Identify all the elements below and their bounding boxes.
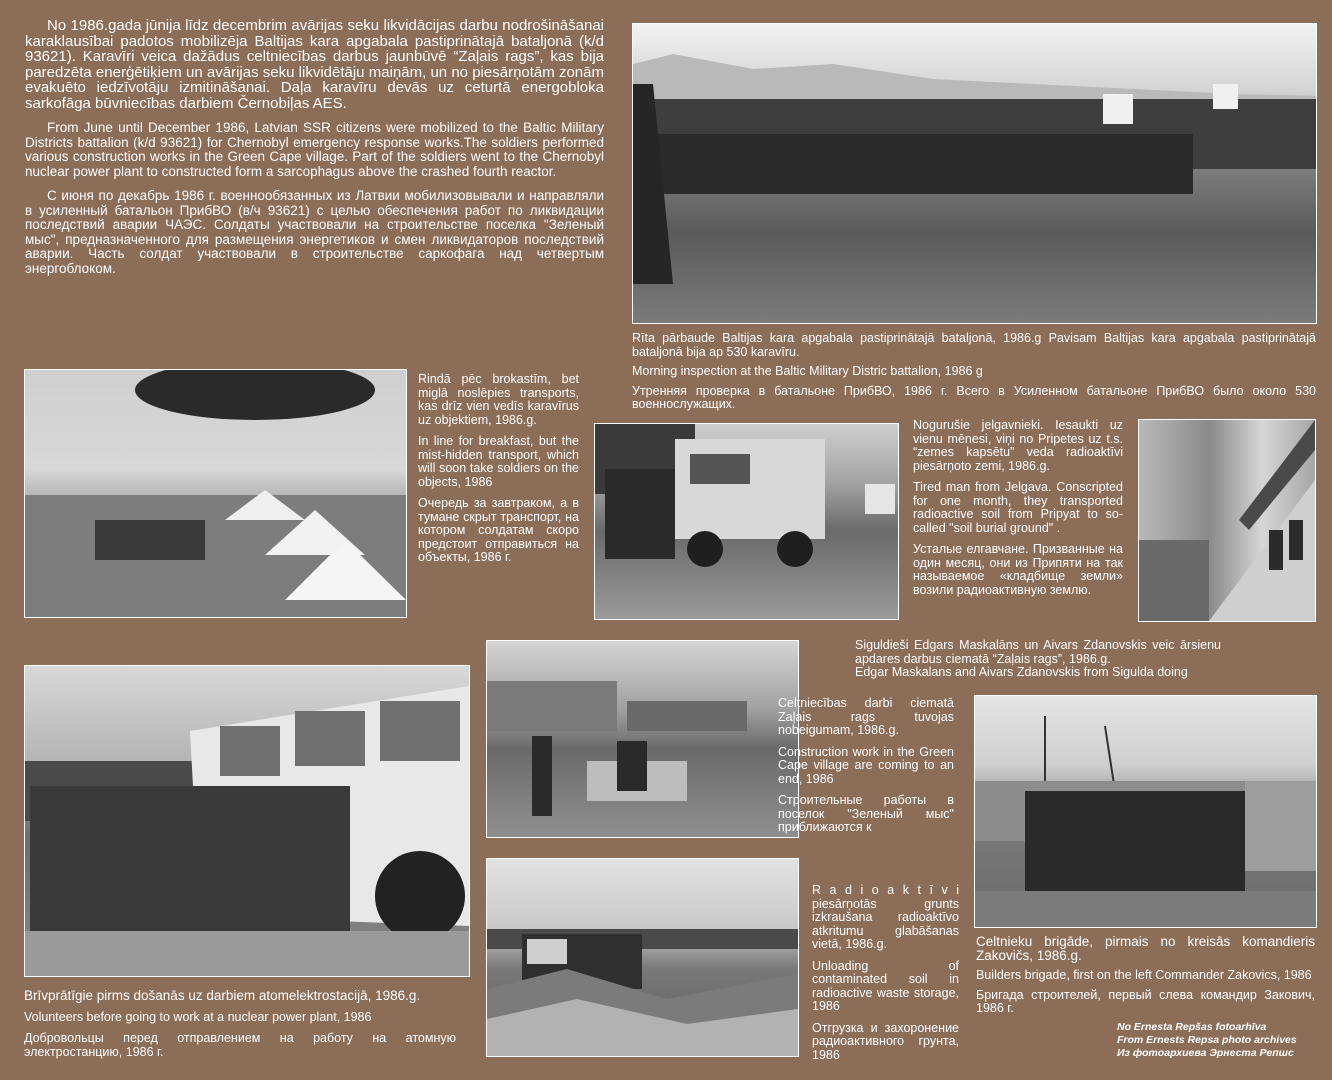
caption-sigulda <box>855 639 1221 680</box>
intro-text <box>25 18 604 286</box>
photo-morning-inspection <box>632 23 1317 324</box>
caption-volunteers-en: Volunteers before going to work at a nuclear power plant, 1986 <box>24 1009 372 1024</box>
caption-inspection-en: Morning inspection at the Baltic Military Distric battalion, 1986 g <box>632 364 983 378</box>
caption-volunteers <box>24 989 456 1059</box>
caption-jelgava-lv: Nogurušie jelgavnieki. Iesaukti uz vienu mēnesi, viņi no Pripetes uz t.s. “zemes kapsētu” veda radioaktīvi piesārņoto zemi, 1986.g. <box>913 418 1123 473</box>
caption-construction <box>778 697 954 843</box>
caption-brigade-ru: Бригада строителей, первый слева командир Закович, 1986 г. <box>976 987 1315 1015</box>
caption-jelgava-ru: Усталые елгавчане. Призванные на один месяц, они из Припяти на так называемое «кладбище земли» возили радиоактивную землю. <box>913 542 1123 597</box>
caption-sigulda-en: Edgar Maskalans and Aivars Zdanovskis from Sigulda doing <box>855 665 1188 679</box>
intro-russian: С июня по декабрь 1986 г. военнообязанных из Латвии мобилизовывали и направляли в усиленный батальон ПрибВО (в/ч 93621) с целью обеспечения работ по ликвидации последствий аварии ЧАЭС. Солдаты участвовали на строительстве поселка "Зеленый мыс", предназначенного для размещения энергетиков и смен ликвидаторов последствий аварии. Часть солдат участвовали в строительстве саркофага над четвертым энергоблоком. <box>25 188 604 276</box>
caption-breakfast-lv: Rindā pēc brokastīm, bet miglā noslēpies transports, kas drīz vien vedīs karavīrus uz objektiem, 1986.g. <box>418 372 579 427</box>
caption-unloading-ru: Отгрузка и захоронение радиоактивного грунта, 1986 <box>812 1020 959 1062</box>
caption-breakfast-ru: Очередь за завтраком, а в тумане скрыт транспорт, на котором солдатам скоро предстоит отправиться на объекты, 1986 г. <box>418 496 579 564</box>
intro-english: From June until December 1986, Latvian SSR citizens were mobilized to the Baltic Military Districts battalion (k/d 93621) for Chernobyl emergency response works.The soldiers performed various construction works in the Green Cape village. Part of the soldiers went to the Chernobyl nuclear power plant to constructed form a sarcophagus above the crashed fourth reactor. <box>25 120 604 179</box>
caption-volunteers-lv: Brīvprātīgie pirms došanās uz darbiem atomelektrostacijā, 1986.g. <box>24 988 421 1003</box>
photo-breakfast-line <box>24 369 407 618</box>
photo-unloading-soil <box>486 858 799 1057</box>
caption-inspection <box>632 332 1316 412</box>
caption-volunteers-ru: Добровольцы перед отправлением на работу на атомную электростанцию, 1986 г. <box>24 1031 456 1059</box>
caption-jelgava-en: Tired man from Jelgava. Conscripted for one month, they transported radioactive soil from Pripyat to so-called "soil burial ground" . <box>913 480 1123 535</box>
photo-jelgava-truck <box>594 423 899 620</box>
caption-breakfast-en: In line for breakfast, but the mist-hidden transport, which will soon take soldiers on the objects, 1986 <box>418 434 579 489</box>
caption-brigade-lv: Celtnieku brigāde, pirmais no kreisās komandieris Zakovičs, 1986.g. <box>976 934 1315 963</box>
caption-construction-en: Construction work in the Green Cape village are coming to an end, 1986 <box>778 744 954 786</box>
caption-jelgava <box>913 419 1123 605</box>
caption-construction-lv: Celtniecības darbi ciematā Zaļais rags tuvojas nobeigumam, 1986.g. <box>778 696 954 737</box>
photo-credit <box>1117 1021 1327 1060</box>
caption-inspection-lv: Rīta pārbaude Baltijas kara apgabala pastiprinātajā bataljonā, 1986.g Pavisam Baltijas kara apgabala pastiprinātajā bataljonā bija ap 530 karavīru. <box>632 331 1316 359</box>
photo-construction-site <box>486 640 799 838</box>
caption-brigade <box>976 935 1315 1016</box>
photo-volunteers-bus <box>24 665 470 977</box>
credit-ru: Из фотоархиева Эрнеста Репшс <box>1117 1047 1294 1059</box>
caption-inspection-ru: Утренняя проверка в батальоне ПрибВО, 1986 г. Всего в Усиленном батальоне ПрибВО было около 530 военнослужащих. <box>632 383 1316 411</box>
credit-lv: No Ernesta Repšas fotoarhīva <box>1117 1021 1267 1033</box>
caption-brigade-en: Builders brigade, first on the left Commander Zakovics, 1986 <box>976 968 1312 982</box>
caption-breakfast <box>418 373 579 573</box>
caption-unloading-lv: R a d i o a k t ī v i piesārņotās grunts izkraušana radioaktīvo atkritumu glabāšanas vietā, 1986.g. <box>812 883 959 951</box>
caption-unloading-en: Unloading of contaminated soil in radioactive waste storage, 1986 <box>812 958 959 1013</box>
caption-sigulda-lv: Siguldieši Edgars Maskalāns un Aivars Zdanovskis veic ārsienu apdares darbus ciematā “Zaļais rags”, 1986.g. <box>855 638 1221 666</box>
photo-sigulda-wall <box>1138 419 1316 622</box>
caption-construction-ru: Строительные работы в поселок "Зеленый мыс" приближаются к <box>778 793 954 834</box>
intro-latvian: No 1986.gada jūnija līdz decembrim avārijas seku likvidācijas darbu nodrošināšanai karaklausībai padotos mobilizēja Baltijas kara apgabala pastiprinātajā bataljonā (k/d 93621). Karavīri veica dažādus celtniecības darbus jaunbūvē “Zaļais rags”, kas bija paredzēta enerģētiķiem un avārijas seku likvidētāju maiņām, un no piesārņotām zonām evakuēto iedzīvotāju izmitināšanai. Daļa karavīru devās uz ceturtā energobloka sarkofāga būvniecības darbiem Černobiļas AES. <box>25 17 604 112</box>
caption-unloading <box>812 884 959 1070</box>
photo-builders-brigade <box>974 695 1317 928</box>
credit-en: From Ernests Repsa photo archives <box>1117 1034 1297 1046</box>
